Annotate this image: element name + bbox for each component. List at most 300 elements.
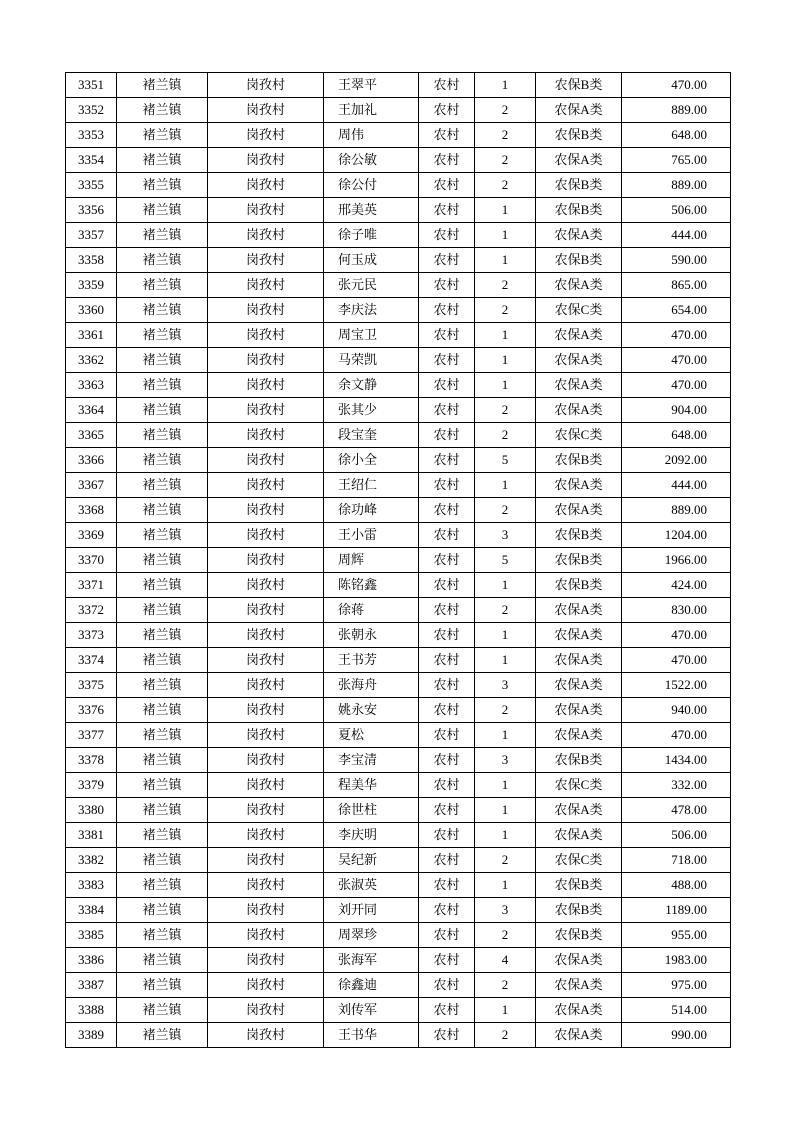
- cell-name: 张朝永: [324, 623, 419, 648]
- cell-count: 2: [475, 123, 536, 148]
- cell-category: 农村: [419, 398, 475, 423]
- cell-town: 褚兰镇: [117, 223, 208, 248]
- cell-insurance_type: 农保C类: [536, 423, 622, 448]
- cell-village: 岗孜村: [208, 498, 324, 523]
- cell-village: 岗孜村: [208, 873, 324, 898]
- cell-name: 余文静: [324, 373, 419, 398]
- cell-count: 1: [475, 723, 536, 748]
- cell-amount: 488.00: [622, 873, 731, 898]
- cell-village: 岗孜村: [208, 573, 324, 598]
- cell-serial: 3367: [66, 473, 117, 498]
- cell-name: 刘开同: [324, 898, 419, 923]
- cell-town: 褚兰镇: [117, 523, 208, 548]
- cell-category: 农村: [419, 373, 475, 398]
- table-row: [66, 648, 731, 673]
- cell-category: 农村: [419, 673, 475, 698]
- cell-insurance_type: 农保B类: [536, 198, 622, 223]
- table-row: [66, 223, 731, 248]
- cell-serial: 3362: [66, 348, 117, 373]
- cell-count: 2: [475, 598, 536, 623]
- cell-village: 岗孜村: [208, 548, 324, 573]
- cell-category: 农村: [419, 823, 475, 848]
- cell-name: 王加礼: [324, 98, 419, 123]
- cell-town: 褚兰镇: [117, 323, 208, 348]
- cell-town: 褚兰镇: [117, 123, 208, 148]
- cell-category: 农村: [419, 98, 475, 123]
- cell-amount: 1189.00: [622, 898, 731, 923]
- cell-name: 王书华: [324, 1023, 419, 1048]
- beneficiary-table: [65, 72, 731, 1048]
- cell-village: 岗孜村: [208, 373, 324, 398]
- cell-village: 岗孜村: [208, 623, 324, 648]
- cell-town: 褚兰镇: [117, 948, 208, 973]
- cell-town: 褚兰镇: [117, 248, 208, 273]
- cell-village: 岗孜村: [208, 948, 324, 973]
- cell-serial: 3388: [66, 998, 117, 1023]
- cell-category: 农村: [419, 573, 475, 598]
- table-row: [66, 923, 731, 948]
- cell-serial: 3380: [66, 798, 117, 823]
- cell-village: 岗孜村: [208, 248, 324, 273]
- cell-name: 陈铭鑫: [324, 573, 419, 598]
- cell-count: 3: [475, 748, 536, 773]
- cell-name: 刘传军: [324, 998, 419, 1023]
- table-row: [66, 298, 731, 323]
- cell-village: 岗孜村: [208, 998, 324, 1023]
- cell-count: 2: [475, 848, 536, 873]
- cell-name: 徐小全: [324, 448, 419, 473]
- cell-amount: 1522.00: [622, 673, 731, 698]
- cell-name: 徐世柱: [324, 798, 419, 823]
- cell-town: 褚兰镇: [117, 173, 208, 198]
- cell-village: 岗孜村: [208, 348, 324, 373]
- cell-amount: 478.00: [622, 798, 731, 823]
- cell-village: 岗孜村: [208, 923, 324, 948]
- cell-count: 1: [475, 823, 536, 848]
- cell-count: 2: [475, 498, 536, 523]
- cell-serial: 3354: [66, 148, 117, 173]
- cell-insurance_type: 农保A类: [536, 148, 622, 173]
- table-row: [66, 173, 731, 198]
- cell-serial: 3389: [66, 1023, 117, 1048]
- table-row: [66, 823, 731, 848]
- cell-town: 褚兰镇: [117, 798, 208, 823]
- cell-count: 4: [475, 948, 536, 973]
- cell-category: 农村: [419, 298, 475, 323]
- cell-amount: 889.00: [622, 173, 731, 198]
- cell-insurance_type: 农保A类: [536, 598, 622, 623]
- cell-amount: 2092.00: [622, 448, 731, 473]
- cell-name: 程美华: [324, 773, 419, 798]
- cell-name: 徐功峰: [324, 498, 419, 523]
- cell-insurance_type: 农保A类: [536, 823, 622, 848]
- cell-town: 褚兰镇: [117, 923, 208, 948]
- cell-insurance_type: 农保A类: [536, 723, 622, 748]
- cell-name: 周翠珍: [324, 923, 419, 948]
- cell-amount: 470.00: [622, 723, 731, 748]
- table-row: [66, 673, 731, 698]
- cell-serial: 3365: [66, 423, 117, 448]
- cell-town: 褚兰镇: [117, 748, 208, 773]
- cell-serial: 3373: [66, 623, 117, 648]
- cell-town: 褚兰镇: [117, 673, 208, 698]
- cell-town: 褚兰镇: [117, 98, 208, 123]
- cell-serial: 3359: [66, 273, 117, 298]
- cell-amount: 889.00: [622, 98, 731, 123]
- cell-count: 3: [475, 898, 536, 923]
- cell-count: 1: [475, 348, 536, 373]
- cell-insurance_type: 农保B类: [536, 448, 622, 473]
- table-row: [66, 448, 731, 473]
- cell-category: 农村: [419, 73, 475, 98]
- cell-town: 褚兰镇: [117, 148, 208, 173]
- cell-count: 1: [475, 573, 536, 598]
- cell-village: 岗孜村: [208, 1023, 324, 1048]
- cell-amount: 889.00: [622, 498, 731, 523]
- cell-village: 岗孜村: [208, 223, 324, 248]
- table-row: [66, 848, 731, 873]
- cell-insurance_type: 农保A类: [536, 98, 622, 123]
- cell-amount: 444.00: [622, 223, 731, 248]
- cell-count: 1: [475, 873, 536, 898]
- cell-insurance_type: 农保A类: [536, 973, 622, 998]
- cell-town: 褚兰镇: [117, 348, 208, 373]
- table-row: [66, 523, 731, 548]
- cell-town: 褚兰镇: [117, 423, 208, 448]
- cell-count: 2: [475, 298, 536, 323]
- cell-village: 岗孜村: [208, 98, 324, 123]
- cell-serial: 3364: [66, 398, 117, 423]
- cell-category: 农村: [419, 248, 475, 273]
- cell-amount: 1434.00: [622, 748, 731, 773]
- cell-serial: 3383: [66, 873, 117, 898]
- cell-insurance_type: 农保B类: [536, 123, 622, 148]
- cell-town: 褚兰镇: [117, 823, 208, 848]
- table-row: [66, 1023, 731, 1048]
- cell-village: 岗孜村: [208, 423, 324, 448]
- cell-count: 3: [475, 523, 536, 548]
- cell-count: 1: [475, 623, 536, 648]
- table-row: [66, 798, 731, 823]
- cell-serial: 3356: [66, 198, 117, 223]
- cell-serial: 3386: [66, 948, 117, 973]
- cell-serial: 3382: [66, 848, 117, 873]
- cell-town: 褚兰镇: [117, 623, 208, 648]
- cell-category: 农村: [419, 123, 475, 148]
- cell-amount: 444.00: [622, 473, 731, 498]
- cell-insurance_type: 农保A类: [536, 373, 622, 398]
- table-row: [66, 323, 731, 348]
- cell-amount: 506.00: [622, 823, 731, 848]
- table-row: [66, 348, 731, 373]
- table-row: [66, 598, 731, 623]
- cell-town: 褚兰镇: [117, 873, 208, 898]
- cell-amount: 940.00: [622, 698, 731, 723]
- cell-amount: 470.00: [622, 648, 731, 673]
- cell-category: 农村: [419, 873, 475, 898]
- cell-town: 褚兰镇: [117, 723, 208, 748]
- cell-category: 农村: [419, 523, 475, 548]
- table-row: [66, 573, 731, 598]
- table-row: [66, 773, 731, 798]
- cell-insurance_type: 农保A类: [536, 798, 622, 823]
- cell-insurance_type: 农保A类: [536, 223, 622, 248]
- cell-count: 1: [475, 998, 536, 1023]
- cell-count: 1: [475, 773, 536, 798]
- cell-insurance_type: 农保A类: [536, 948, 622, 973]
- cell-count: 1: [475, 373, 536, 398]
- cell-town: 褚兰镇: [117, 898, 208, 923]
- cell-village: 岗孜村: [208, 848, 324, 873]
- cell-town: 褚兰镇: [117, 598, 208, 623]
- cell-name: 姚永安: [324, 698, 419, 723]
- cell-amount: 470.00: [622, 73, 731, 98]
- cell-count: 1: [475, 648, 536, 673]
- cell-name: 邢美英: [324, 198, 419, 223]
- cell-insurance_type: 农保C类: [536, 773, 622, 798]
- cell-amount: 590.00: [622, 248, 731, 273]
- table-body: [66, 73, 731, 1048]
- cell-village: 岗孜村: [208, 673, 324, 698]
- table-row: [66, 373, 731, 398]
- cell-category: 农村: [419, 748, 475, 773]
- cell-name: 马荣凯: [324, 348, 419, 373]
- cell-town: 褚兰镇: [117, 1023, 208, 1048]
- cell-serial: 3363: [66, 373, 117, 398]
- cell-serial: 3374: [66, 648, 117, 673]
- cell-insurance_type: 农保A类: [536, 498, 622, 523]
- cell-village: 岗孜村: [208, 973, 324, 998]
- cell-serial: 3370: [66, 548, 117, 573]
- cell-name: 徐公敏: [324, 148, 419, 173]
- cell-village: 岗孜村: [208, 173, 324, 198]
- cell-count: 2: [475, 398, 536, 423]
- cell-town: 褚兰镇: [117, 398, 208, 423]
- cell-town: 褚兰镇: [117, 998, 208, 1023]
- cell-name: 张海军: [324, 948, 419, 973]
- cell-town: 褚兰镇: [117, 273, 208, 298]
- cell-insurance_type: 农保B类: [536, 923, 622, 948]
- cell-town: 褚兰镇: [117, 498, 208, 523]
- cell-category: 农村: [419, 348, 475, 373]
- cell-count: 1: [475, 73, 536, 98]
- cell-category: 农村: [419, 973, 475, 998]
- cell-amount: 470.00: [622, 348, 731, 373]
- cell-name: 张淑英: [324, 873, 419, 898]
- cell-village: 岗孜村: [208, 273, 324, 298]
- cell-amount: 506.00: [622, 198, 731, 223]
- table-row: [66, 698, 731, 723]
- cell-serial: 3379: [66, 773, 117, 798]
- cell-amount: 654.00: [622, 298, 731, 323]
- table-row: [66, 873, 731, 898]
- cell-town: 褚兰镇: [117, 548, 208, 573]
- cell-category: 农村: [419, 898, 475, 923]
- cell-count: 5: [475, 448, 536, 473]
- cell-count: 2: [475, 273, 536, 298]
- cell-town: 褚兰镇: [117, 848, 208, 873]
- cell-amount: 470.00: [622, 323, 731, 348]
- cell-count: 2: [475, 148, 536, 173]
- table-row: [66, 998, 731, 1023]
- cell-count: 2: [475, 1023, 536, 1048]
- cell-category: 农村: [419, 423, 475, 448]
- cell-name: 张其少: [324, 398, 419, 423]
- cell-count: 1: [475, 798, 536, 823]
- cell-count: 2: [475, 173, 536, 198]
- cell-count: 2: [475, 698, 536, 723]
- cell-town: 褚兰镇: [117, 298, 208, 323]
- table-row: [66, 248, 731, 273]
- table-row: [66, 748, 731, 773]
- cell-name: 徐公付: [324, 173, 419, 198]
- table-row: [66, 198, 731, 223]
- cell-serial: 3375: [66, 673, 117, 698]
- cell-insurance_type: 农保B类: [536, 873, 622, 898]
- cell-category: 农村: [419, 623, 475, 648]
- cell-village: 岗孜村: [208, 798, 324, 823]
- cell-insurance_type: 农保A类: [536, 323, 622, 348]
- cell-name: 周辉: [324, 548, 419, 573]
- cell-amount: 955.00: [622, 923, 731, 948]
- cell-insurance_type: 农保B类: [536, 248, 622, 273]
- cell-category: 农村: [419, 448, 475, 473]
- cell-category: 农村: [419, 173, 475, 198]
- cell-insurance_type: 农保A类: [536, 623, 622, 648]
- table-row: [66, 73, 731, 98]
- cell-serial: 3357: [66, 223, 117, 248]
- cell-serial: 3361: [66, 323, 117, 348]
- cell-village: 岗孜村: [208, 523, 324, 548]
- cell-village: 岗孜村: [208, 73, 324, 98]
- cell-count: 1: [475, 198, 536, 223]
- cell-insurance_type: 农保A类: [536, 348, 622, 373]
- cell-category: 农村: [419, 273, 475, 298]
- cell-village: 岗孜村: [208, 198, 324, 223]
- cell-village: 岗孜村: [208, 398, 324, 423]
- cell-insurance_type: 农保A类: [536, 398, 622, 423]
- table-row: [66, 98, 731, 123]
- cell-name: 张元民: [324, 273, 419, 298]
- cell-name: 周伟: [324, 123, 419, 148]
- cell-amount: 470.00: [622, 373, 731, 398]
- cell-name: 王绍仁: [324, 473, 419, 498]
- cell-serial: 3377: [66, 723, 117, 748]
- cell-insurance_type: 农保A类: [536, 698, 622, 723]
- cell-village: 岗孜村: [208, 598, 324, 623]
- table-row: [66, 898, 731, 923]
- cell-serial: 3385: [66, 923, 117, 948]
- cell-village: 岗孜村: [208, 123, 324, 148]
- cell-serial: 3376: [66, 698, 117, 723]
- cell-village: 岗孜村: [208, 323, 324, 348]
- cell-name: 李庆明: [324, 823, 419, 848]
- cell-town: 褚兰镇: [117, 373, 208, 398]
- cell-category: 农村: [419, 548, 475, 573]
- cell-category: 农村: [419, 323, 475, 348]
- table-row: [66, 273, 731, 298]
- cell-serial: 3353: [66, 123, 117, 148]
- cell-amount: 1204.00: [622, 523, 731, 548]
- cell-count: 1: [475, 323, 536, 348]
- cell-name: 徐鑫迪: [324, 973, 419, 998]
- cell-serial: 3381: [66, 823, 117, 848]
- cell-amount: 765.00: [622, 148, 731, 173]
- table-row: [66, 948, 731, 973]
- cell-amount: 904.00: [622, 398, 731, 423]
- cell-category: 农村: [419, 148, 475, 173]
- cell-category: 农村: [419, 473, 475, 498]
- cell-town: 褚兰镇: [117, 573, 208, 598]
- cell-town: 褚兰镇: [117, 648, 208, 673]
- cell-serial: 3355: [66, 173, 117, 198]
- table-row: [66, 423, 731, 448]
- cell-serial: 3366: [66, 448, 117, 473]
- cell-name: 徐蒋: [324, 598, 419, 623]
- cell-name: 李庆法: [324, 298, 419, 323]
- cell-village: 岗孜村: [208, 298, 324, 323]
- table-row: [66, 973, 731, 998]
- cell-insurance_type: 农保B类: [536, 748, 622, 773]
- cell-name: 徐子唯: [324, 223, 419, 248]
- cell-category: 农村: [419, 998, 475, 1023]
- cell-insurance_type: 农保A类: [536, 273, 622, 298]
- cell-village: 岗孜村: [208, 748, 324, 773]
- cell-village: 岗孜村: [208, 148, 324, 173]
- cell-serial: 3371: [66, 573, 117, 598]
- cell-name: 王小雷: [324, 523, 419, 548]
- cell-category: 农村: [419, 723, 475, 748]
- cell-village: 岗孜村: [208, 648, 324, 673]
- cell-category: 农村: [419, 223, 475, 248]
- cell-serial: 3351: [66, 73, 117, 98]
- cell-insurance_type: 农保A类: [536, 648, 622, 673]
- cell-count: 3: [475, 673, 536, 698]
- cell-amount: 648.00: [622, 423, 731, 448]
- cell-count: 2: [475, 973, 536, 998]
- cell-town: 褚兰镇: [117, 698, 208, 723]
- cell-name: 段宝奎: [324, 423, 419, 448]
- cell-category: 农村: [419, 773, 475, 798]
- cell-count: 2: [475, 98, 536, 123]
- table-row: [66, 148, 731, 173]
- table-row: [66, 723, 731, 748]
- cell-village: 岗孜村: [208, 898, 324, 923]
- cell-count: 1: [475, 473, 536, 498]
- cell-serial: 3384: [66, 898, 117, 923]
- cell-amount: 470.00: [622, 623, 731, 648]
- cell-category: 农村: [419, 848, 475, 873]
- cell-town: 褚兰镇: [117, 773, 208, 798]
- cell-serial: 3368: [66, 498, 117, 523]
- cell-name: 何玉成: [324, 248, 419, 273]
- cell-village: 岗孜村: [208, 823, 324, 848]
- cell-serial: 3352: [66, 98, 117, 123]
- cell-insurance_type: 农保B类: [536, 173, 622, 198]
- cell-amount: 718.00: [622, 848, 731, 873]
- cell-category: 农村: [419, 698, 475, 723]
- cell-village: 岗孜村: [208, 773, 324, 798]
- cell-insurance_type: 农保B类: [536, 548, 622, 573]
- cell-category: 农村: [419, 923, 475, 948]
- cell-count: 2: [475, 423, 536, 448]
- cell-insurance_type: 农保B类: [536, 573, 622, 598]
- cell-name: 张海舟: [324, 673, 419, 698]
- cell-amount: 865.00: [622, 273, 731, 298]
- table-row: [66, 123, 731, 148]
- cell-insurance_type: 农保A类: [536, 998, 622, 1023]
- cell-name: 吴纪新: [324, 848, 419, 873]
